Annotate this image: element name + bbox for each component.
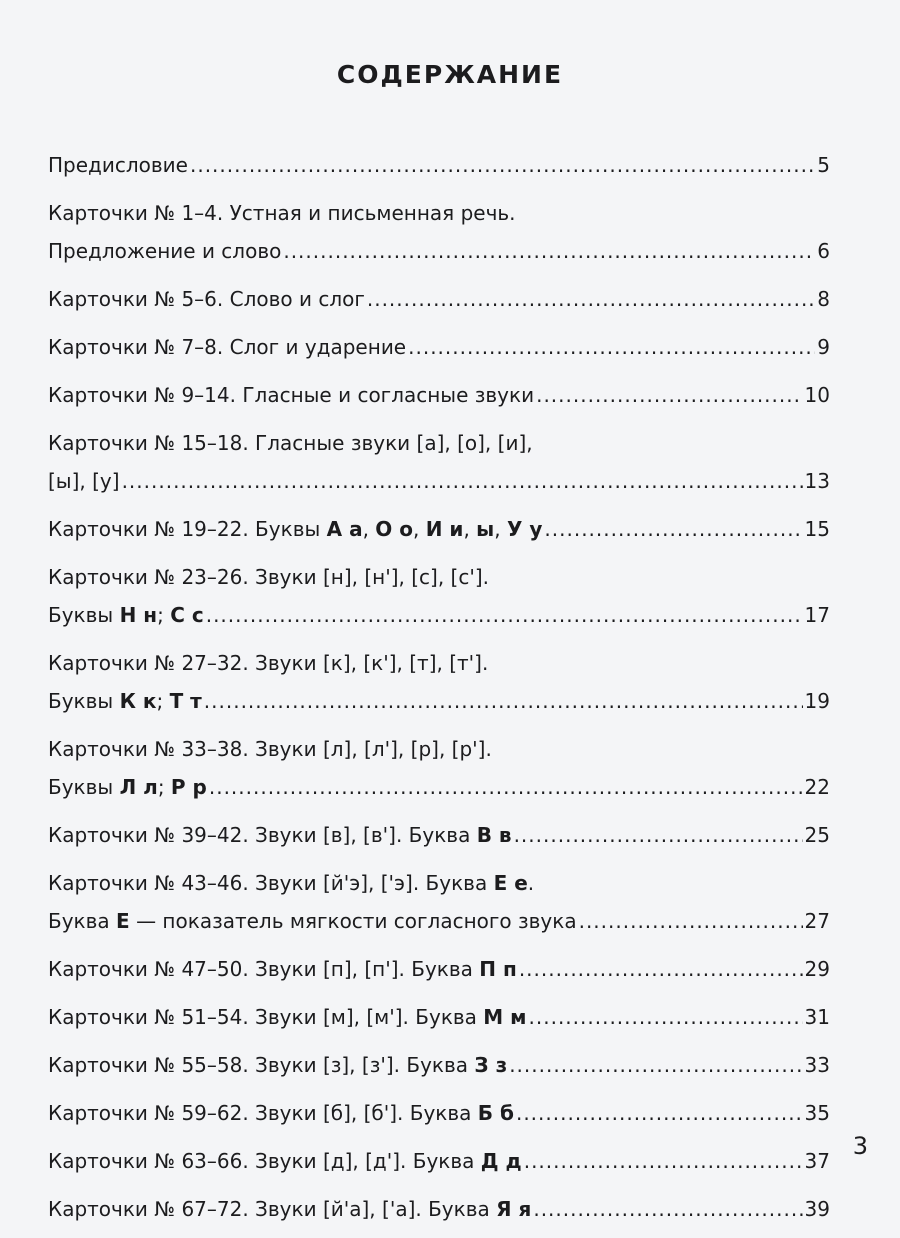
entry-letter-bold: Т т xyxy=(169,689,202,713)
toc-entry-first-line xyxy=(48,558,830,596)
toc-page-number: 25 xyxy=(804,823,830,847)
entry-text-part: Буквы xyxy=(48,689,120,713)
toc-entry-line xyxy=(48,280,830,318)
toc-page-number: 19 xyxy=(804,689,830,713)
toc-entry-text xyxy=(48,510,542,548)
entry-letter-bold: Я я xyxy=(496,1197,532,1221)
toc-entry-text xyxy=(48,816,512,854)
entry-letter-bold: Л л xyxy=(119,775,158,799)
entry-letter-bold: А а xyxy=(326,517,363,541)
toc-entry-line xyxy=(48,998,830,1036)
entry-text-part: Карточки № 43–46. Звуки [й'э], ['э]. Буква xyxy=(48,871,494,895)
table-of-contents xyxy=(48,146,830,1238)
entry-letter-bold: Д д xyxy=(480,1149,522,1173)
entry-letter-bold: У у xyxy=(506,517,543,541)
toc-entry-line xyxy=(48,376,830,414)
toc-entry[interactable] xyxy=(48,424,830,500)
entry-text-part: Карточки № 9–14. Гласные и согласные звуки xyxy=(48,383,535,407)
toc-entry-text xyxy=(48,146,188,184)
toc-entry-text xyxy=(48,998,527,1036)
toc-page-number: 35 xyxy=(804,1101,830,1125)
toc-entry-text xyxy=(48,462,120,500)
entry-text-part: Карточки № 7–8. Слог и ударение xyxy=(48,335,407,359)
toc-entry[interactable] xyxy=(48,280,830,318)
toc-entry-text xyxy=(48,1046,507,1084)
entry-letter-bold: З з xyxy=(474,1053,508,1077)
toc-entry-text xyxy=(48,768,207,806)
toc-entry-text xyxy=(48,1190,531,1228)
toc-entry[interactable] xyxy=(48,1190,830,1228)
entry-letter-bold: О о xyxy=(375,517,414,541)
toc-page-number: 5 xyxy=(817,153,830,177)
toc-entry-line xyxy=(48,596,830,634)
entry-text-part: Буквы xyxy=(48,603,120,627)
toc-entry[interactable] xyxy=(48,1142,830,1180)
entry-letter-bold: В в xyxy=(476,823,512,847)
toc-entry-line xyxy=(48,1142,830,1180)
toc-entry[interactable] xyxy=(48,1046,830,1084)
entry-text-part: Карточки № 55–58. Звуки [з], [з']. Буква xyxy=(48,1053,475,1077)
toc-entry[interactable] xyxy=(48,328,830,366)
toc-page-number: 22 xyxy=(804,775,830,799)
toc-entry-line xyxy=(48,232,830,270)
entry-text-part: ; xyxy=(156,689,170,713)
toc-entry-text xyxy=(48,596,204,634)
entry-text-part: ; xyxy=(157,603,171,627)
entry-text-part: Карточки № 39–42. Звуки [в], [в']. Буква xyxy=(48,823,477,847)
toc-entry[interactable] xyxy=(48,510,830,548)
toc-page-number: 10 xyxy=(804,383,830,407)
entry-text-part: Карточки № 27–32. Звуки [к], [к'], [т], [т']. xyxy=(48,651,489,675)
entry-text-part: [ы], [у] xyxy=(48,469,120,493)
dot-leader xyxy=(529,998,803,1036)
toc-entry[interactable] xyxy=(48,864,830,940)
toc-entry[interactable] xyxy=(48,644,830,720)
entry-text-part: , xyxy=(494,517,507,541)
toc-entry[interactable] xyxy=(48,730,830,806)
dot-leader xyxy=(209,768,803,806)
entry-letter-bold: С с xyxy=(170,603,204,627)
toc-entry-line xyxy=(48,768,830,806)
toc-entry-line xyxy=(48,950,830,988)
entry-text-part: — показатель мягкости согласного звука xyxy=(129,909,577,933)
toc-entry-line xyxy=(48,146,830,184)
toc-page-number: 29 xyxy=(804,957,830,981)
entry-text-part: Карточки № 19–22. Буквы xyxy=(48,517,327,541)
entry-text-part: Карточки № 1–4. Устная и письменная речь. xyxy=(48,201,516,225)
entry-letter-bold: Е xyxy=(116,909,130,933)
toc-entry-line xyxy=(48,462,830,500)
dot-leader xyxy=(509,1046,802,1084)
toc-entry[interactable] xyxy=(48,376,830,414)
entry-text-part: Карточки № 63–66. Звуки [д], [д']. Буква xyxy=(48,1149,481,1173)
toc-entry-line xyxy=(48,1094,830,1132)
toc-entry-first-line xyxy=(48,730,830,768)
toc-entry[interactable] xyxy=(48,950,830,988)
entry-text-part: Предисловие xyxy=(48,153,188,177)
toc-entry-line xyxy=(48,510,830,548)
dot-leader xyxy=(536,376,802,414)
page-title: СОДЕРЖАНИЕ xyxy=(336,60,564,89)
toc-entry[interactable] xyxy=(48,194,830,270)
toc-page-number: 15 xyxy=(804,517,830,541)
dot-leader xyxy=(206,596,803,634)
entry-letter-bold: Б б xyxy=(477,1101,514,1125)
toc-entry-text xyxy=(48,328,406,366)
toc-entry-line xyxy=(48,1190,830,1228)
toc-entry[interactable] xyxy=(48,816,830,854)
dot-leader xyxy=(516,1094,803,1132)
entry-text-part: , xyxy=(362,517,376,541)
dot-leader xyxy=(283,232,815,270)
toc-entry-first-line xyxy=(48,194,830,232)
entry-text-part: Буква xyxy=(48,909,117,933)
toc-entry-line xyxy=(48,902,830,940)
entry-text-part: Карточки № 33–38. Звуки [л], [л'], [р], [р']. xyxy=(48,737,492,761)
toc-entry-line xyxy=(48,1046,830,1084)
toc-entry-first-line xyxy=(48,864,830,902)
toc-page-number: 31 xyxy=(804,1005,830,1029)
entry-letter-bold: ы xyxy=(476,517,495,541)
toc-page-number: 8 xyxy=(817,287,830,311)
dot-leader xyxy=(544,510,802,548)
entry-letter-bold: Е е xyxy=(493,871,528,895)
entry-text-part: Буквы xyxy=(48,775,120,799)
toc-entry-text xyxy=(48,1094,514,1132)
dot-leader xyxy=(524,1142,803,1180)
entry-text-part: Карточки № 23–26. Звуки [н], [н'], [с], [с']. xyxy=(48,565,490,589)
dot-leader xyxy=(204,682,803,720)
toc-entry[interactable] xyxy=(48,558,830,634)
toc-entry[interactable] xyxy=(48,998,830,1036)
entry-letter-bold: П п xyxy=(479,957,517,981)
dot-leader xyxy=(514,816,803,854)
entry-letter-bold: Р р xyxy=(170,775,207,799)
dot-leader xyxy=(519,950,803,988)
dot-leader xyxy=(190,146,815,184)
toc-entry-line xyxy=(48,328,830,366)
toc-entry[interactable] xyxy=(48,1094,830,1132)
toc-entry-text xyxy=(48,682,202,720)
toc-entry-line xyxy=(48,816,830,854)
toc-entry-line xyxy=(48,682,830,720)
entry-text-part: . xyxy=(527,871,535,895)
toc-page-number: 37 xyxy=(804,1149,830,1173)
entry-letter-bold: М м xyxy=(483,1005,527,1029)
dot-leader xyxy=(408,328,815,366)
dot-leader xyxy=(367,280,815,318)
toc-entry-first-line xyxy=(48,424,830,462)
toc-entry-text xyxy=(48,1142,522,1180)
entry-text-part: , xyxy=(463,517,477,541)
toc-page-number: 9 xyxy=(817,335,830,359)
entry-text-part: Предложение и слово xyxy=(48,239,282,263)
toc-page-number: 39 xyxy=(804,1197,830,1221)
entry-text-part: Карточки № 15–18. Гласные звуки [а], [о], [и], xyxy=(48,431,533,455)
entry-text-part: Карточки № 59–62. Звуки [б], [б']. Буква xyxy=(48,1101,478,1125)
entry-letter-bold: И и xyxy=(425,517,464,541)
toc-page-number: 6 xyxy=(817,239,830,263)
entry-text-part: Карточки № 47–50. Звуки [п], [п']. Буква xyxy=(48,957,480,981)
toc-entry-text xyxy=(48,902,577,940)
entry-text-part: ; xyxy=(157,775,171,799)
entry-text-part: Карточки № 5–6. Слово и слог xyxy=(48,287,365,311)
toc-page-number: 33 xyxy=(804,1053,830,1077)
toc-entry-first-line xyxy=(48,644,830,682)
entry-letter-bold: К к xyxy=(119,689,157,713)
dot-leader xyxy=(122,462,803,500)
toc-entry-text xyxy=(48,376,534,414)
toc-page-number: 13 xyxy=(804,469,830,493)
toc-page-number: 27 xyxy=(804,909,830,933)
toc-entry[interactable] xyxy=(48,146,830,184)
toc-page-number: 17 xyxy=(804,603,830,627)
dot-leader xyxy=(579,902,803,940)
entry-text-part: Карточки № 51–54. Звуки [м], [м']. Буква xyxy=(48,1005,484,1029)
page-number: 3 xyxy=(852,1132,868,1160)
entry-letter-bold: Н н xyxy=(119,603,158,627)
toc-entry-text xyxy=(48,280,365,318)
entry-text-part: Карточки № 67–72. Звуки [й'а], ['а]. Буква xyxy=(48,1197,497,1221)
toc-entry-text xyxy=(48,950,517,988)
dot-leader xyxy=(533,1190,802,1228)
entry-text-part: , xyxy=(413,517,426,541)
toc-entry-text xyxy=(48,232,281,270)
